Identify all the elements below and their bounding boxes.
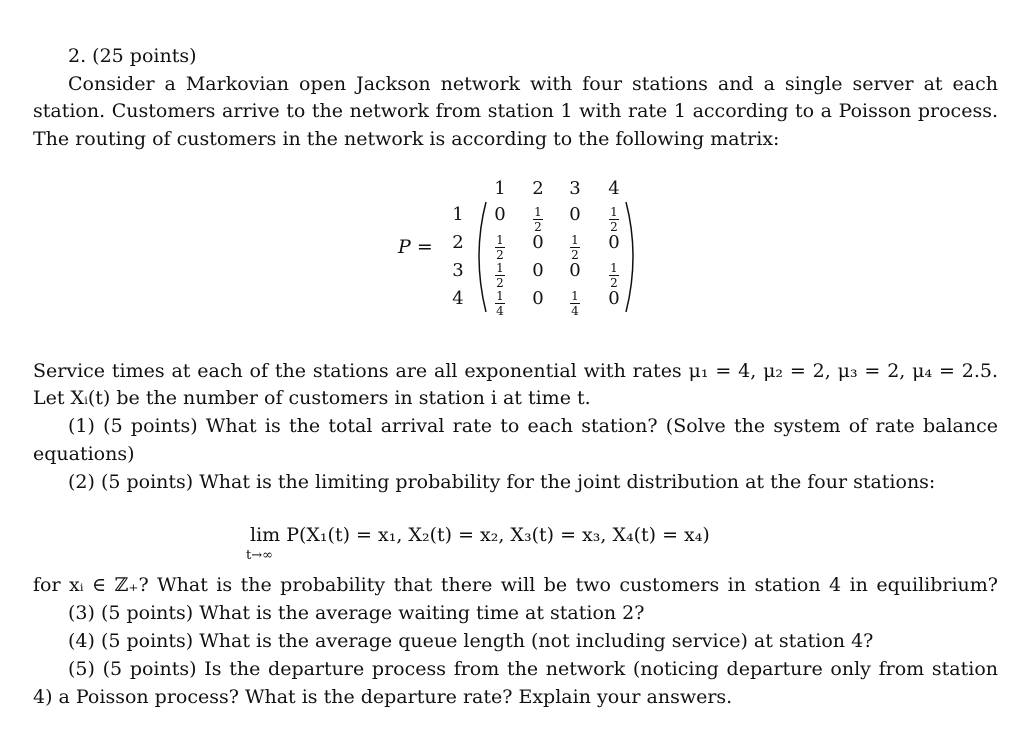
service-line-1: Service times at each of the stations are all exponential with rates μ₁ = 4, μ₂ = 2, μ₃ = 2, μ₄ = 2.5. bbox=[33, 360, 998, 382]
fraction: $\frac{1}{4}$ bbox=[496, 289, 504, 318]
part3-line: (3) (5 points) What is the average waiting time at station 2? bbox=[68, 602, 645, 624]
matrix-row-label: 1 bbox=[452, 204, 464, 225]
fraction: $\frac{1}{2}$ bbox=[496, 233, 504, 262]
part1-line-b: equations) bbox=[33, 443, 135, 465]
fraction: $\frac{1}{2}$ bbox=[610, 205, 618, 234]
matrix-row-label: 3 bbox=[452, 260, 464, 281]
limit-subscript: t→∞ bbox=[246, 548, 273, 563]
matrix-col-label: 1 bbox=[494, 178, 506, 199]
part1-line-a: (1) (5 points) What is the total arrival rate to each station? (Solve the system of rate balance bbox=[68, 415, 998, 437]
part2-line: (2) (5 points) What is the limiting probability for the joint distribution at the four stations: bbox=[68, 471, 936, 493]
matrix-col-label: 4 bbox=[608, 178, 620, 199]
limit-expression: lim P(X₁(t) = x₁, X₂(t) = x₂, X₃(t) = x₃, X₄(t) = x₄) bbox=[250, 524, 710, 546]
part2-line-b: for xᵢ ∈ ℤ₊? What is the probability that there will be two customers in station 4 in equilibrium? bbox=[33, 574, 998, 596]
intro-line-3: The routing of customers in the network is according to the following matrix: bbox=[33, 128, 780, 150]
fraction: $\frac{1}{2}$ bbox=[610, 261, 618, 290]
part4-line: (4) (5 points) What is the average queue length (not including service) at station 4? bbox=[68, 630, 874, 652]
part5-line-a: (5) (5 points) Is the departure process from the network (noticing departure only from station bbox=[68, 658, 998, 680]
matrix-cell bbox=[488, 284, 512, 317]
routing-matrix bbox=[390, 170, 650, 320]
matrix-row-label: 2 bbox=[452, 232, 464, 253]
matrix-cell bbox=[602, 256, 626, 289]
matrix-row-label: 4 bbox=[452, 288, 464, 309]
matrix-cell: 0 bbox=[532, 288, 544, 309]
fraction: $\frac{1}{2}$ bbox=[534, 205, 542, 234]
matrix-cell bbox=[602, 200, 626, 233]
matrix-cell bbox=[563, 228, 587, 261]
part5-line-b: 4) a Poisson process? What is the departure rate? Explain your answers. bbox=[33, 686, 733, 708]
fraction: $\frac{1}{2}$ bbox=[571, 233, 579, 262]
matrix-cell: 0 bbox=[569, 260, 581, 281]
intro-line-1: Consider a Markovian open Jackson network with four stations and a single server at each bbox=[68, 73, 998, 95]
matrix-cell: 0 bbox=[569, 204, 581, 225]
matrix-cell: 0 bbox=[532, 232, 544, 253]
matrix-cell: 0 bbox=[608, 232, 620, 253]
fraction: $\frac{1}{4}$ bbox=[571, 289, 579, 318]
matrix-cell: 0 bbox=[608, 288, 620, 309]
matrix-col-label: 2 bbox=[532, 178, 544, 199]
matrix-label: P = bbox=[398, 236, 433, 258]
fraction: $\frac{1}{2}$ bbox=[496, 261, 504, 290]
matrix-cell bbox=[563, 284, 587, 317]
matrix-cell: 0 bbox=[532, 260, 544, 281]
matrix-col-label: 3 bbox=[569, 178, 581, 199]
matrix-cell bbox=[526, 200, 550, 233]
service-line-2: Let Xᵢ(t) be the number of customers in station i at time t. bbox=[33, 387, 591, 409]
intro-line-2: station. Customers arrive to the network from station 1 with rate 1 according to a Poisson process. bbox=[33, 100, 998, 122]
matrix-cell: 0 bbox=[494, 204, 506, 225]
question-heading: 2. (25 points) bbox=[68, 45, 197, 67]
